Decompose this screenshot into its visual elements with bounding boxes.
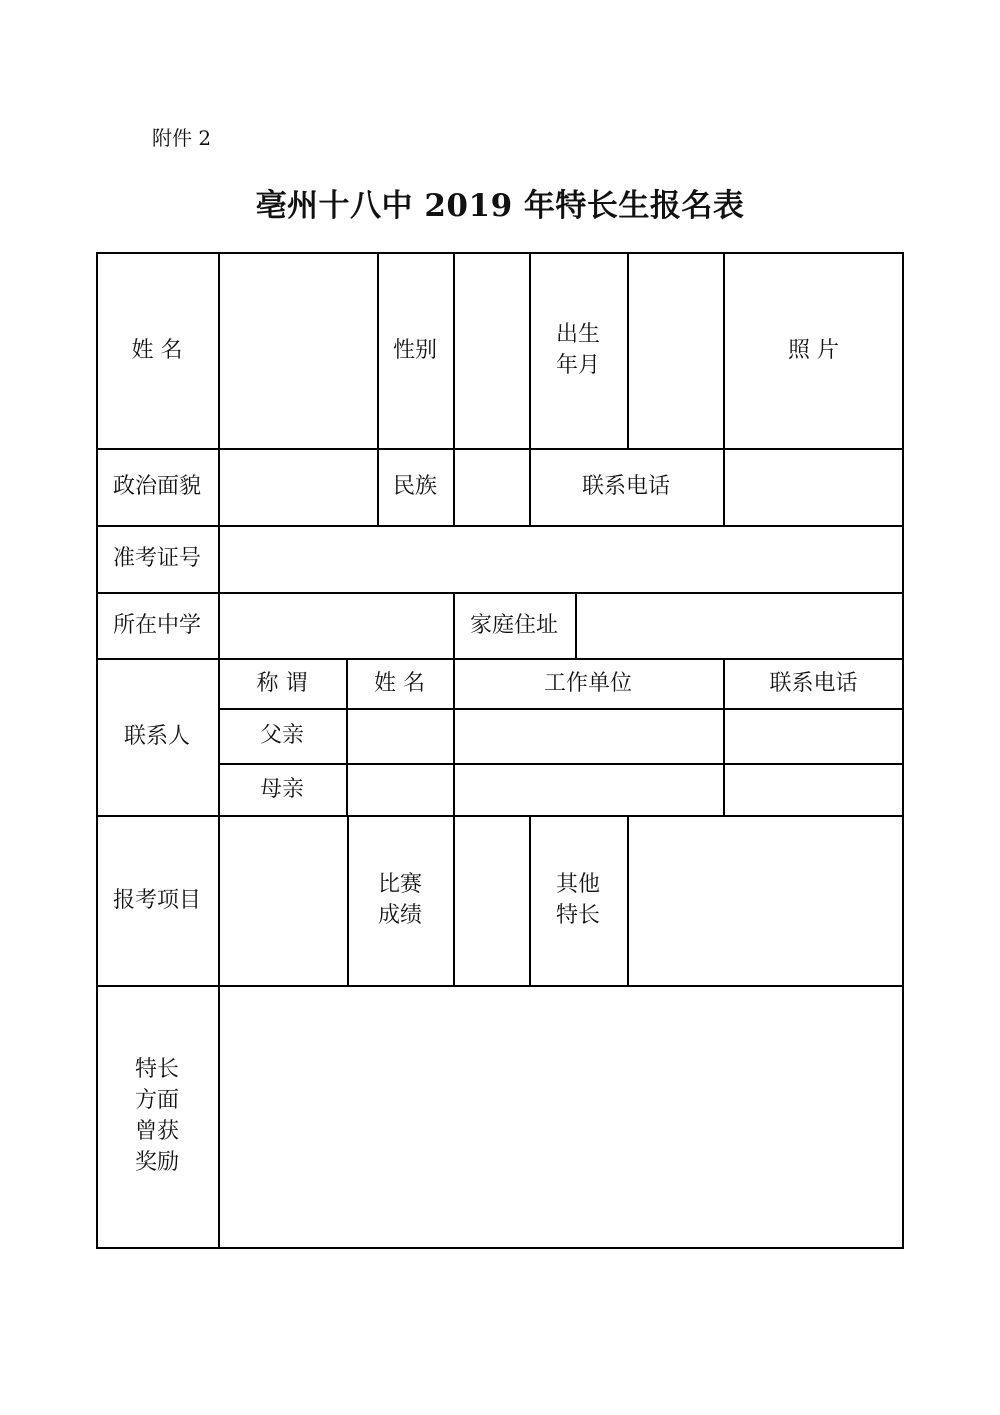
political-status-field[interactable] <box>219 449 376 524</box>
school-field[interactable] <box>219 593 452 657</box>
contact-phone-header: 联系电话 <box>769 670 858 696</box>
photo-area[interactable]: 照 片 <box>788 337 839 363</box>
father-name-field[interactable] <box>347 709 452 762</box>
form-title: 亳州十八中 2019 年特长生报名表 <box>255 188 745 224</box>
competition-result-label: 比赛 成绩 <box>377 872 422 928</box>
other-talents-label: 其他 特长 <box>555 872 600 928</box>
exam-id-field[interactable] <box>219 526 901 591</box>
other-talents-field[interactable] <box>628 816 901 984</box>
father-workplace-field[interactable] <box>454 709 722 762</box>
attachment-label: 附件 2 <box>152 126 212 150</box>
birth-date-label: 出生 年月 <box>555 322 600 378</box>
father-phone-field[interactable] <box>724 709 901 762</box>
gender-label: 性别 <box>392 337 437 363</box>
ethnicity-label: 民族 <box>392 474 437 499</box>
mother-phone-field[interactable] <box>724 764 901 814</box>
mother-workplace-field[interactable] <box>454 764 722 814</box>
home-address-field[interactable] <box>576 593 901 657</box>
relation-header: 称 谓 <box>256 670 308 696</box>
project-field[interactable] <box>219 816 346 984</box>
name-label: 姓 名 <box>131 337 183 363</box>
ethnicity-field[interactable] <box>454 449 528 524</box>
father-label: 父亲 <box>259 723 304 748</box>
political-status-label: 政治面貌 <box>112 474 201 499</box>
birth-date-field[interactable] <box>628 253 722 447</box>
awards-field[interactable] <box>219 986 901 1246</box>
gender-field[interactable] <box>454 253 528 447</box>
school-label: 所在中学 <box>112 612 201 638</box>
contact-name-header: 姓 名 <box>374 670 425 696</box>
registration-form <box>96 252 904 1249</box>
phone-field[interactable] <box>724 449 901 524</box>
name-field[interactable] <box>219 253 376 447</box>
competition-result-field[interactable] <box>454 816 528 984</box>
home-address-label: 家庭住址 <box>469 612 558 638</box>
project-label: 报考项目 <box>112 887 201 913</box>
awards-label: 特长 方面 曾获 奖励 <box>134 1057 179 1175</box>
phone-label: 联系电话 <box>581 474 670 499</box>
mother-name-field[interactable] <box>347 764 452 814</box>
exam-id-label: 准考证号 <box>112 546 201 571</box>
workplace-header: 工作单位 <box>543 670 632 696</box>
contacts-label: 联系人 <box>123 724 190 749</box>
mother-label: 母亲 <box>259 776 304 802</box>
